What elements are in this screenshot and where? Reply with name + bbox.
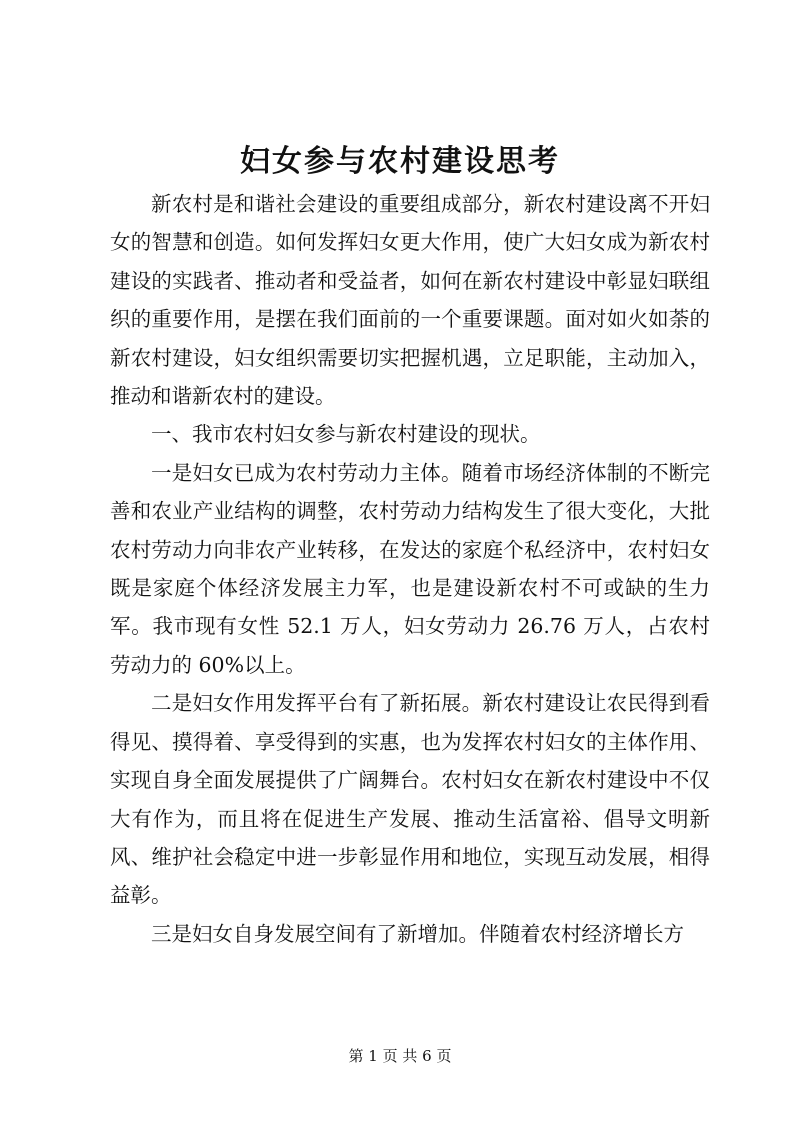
page-footer: 第 1 页 共 6 页 xyxy=(348,1047,452,1065)
paragraph-point-3: 三是妇女自身发展空间有了新增加。伴随着农村经济增长方 xyxy=(151,921,684,946)
paragraph-intro: 新农村是和谐社会建设的重要组成部分，新农村建设离不开妇女的智慧和创造。如何发挥妇女更大作用，使广大妇女成为新农村建设的实践者、推动者和受益者，如何在新农村建设中彰显妇联组织的重要作用，是摆在我们面前的一个重要课题。面对如火如荼的新农村建设，妇女组织需要切实把握机遇，立足职能，主动加入，推动和谐新农村的建设。 xyxy=(110,192,710,409)
paragraph-point-1: 一是妇女已成为农村劳动力主体。随着市场经济体制的不断完善和农业产业结构的调整，农村劳动力结构发生了很大变化，大批农村劳动力向非农产业转移，在发达的家庭个私经济中，农村妇女既是家庭个体经济发展主力军，也是建设新农村不可或缺的生力军。我市现有女性 52.1 万人，妇女劳动力 26.76 万人，占农村劳动力的 60%以上。 xyxy=(110,460,710,677)
document-body xyxy=(110,185,710,953)
paragraph-point-2: 二是妇女作用发挥平台有了新拓展。新农村建设让农民得到看得见、摸得着、享受得到的实惠，也为发挥农村妇女的主体作用、实现自身全面发展提供了广阔舞台。农村妇女在新农村建设中不仅大有作为，而且将在促进生产发展、推动生活富裕、倡导文明新风、维护社会稳定中进一步彰显作用和地位，实现互动发展，相得益彰。 xyxy=(110,691,710,908)
section-heading-1: 一、我市农村妇女参与新农村建设的现状。 xyxy=(151,422,541,447)
document-title: 妇女参与农村建设思考 xyxy=(240,144,560,179)
